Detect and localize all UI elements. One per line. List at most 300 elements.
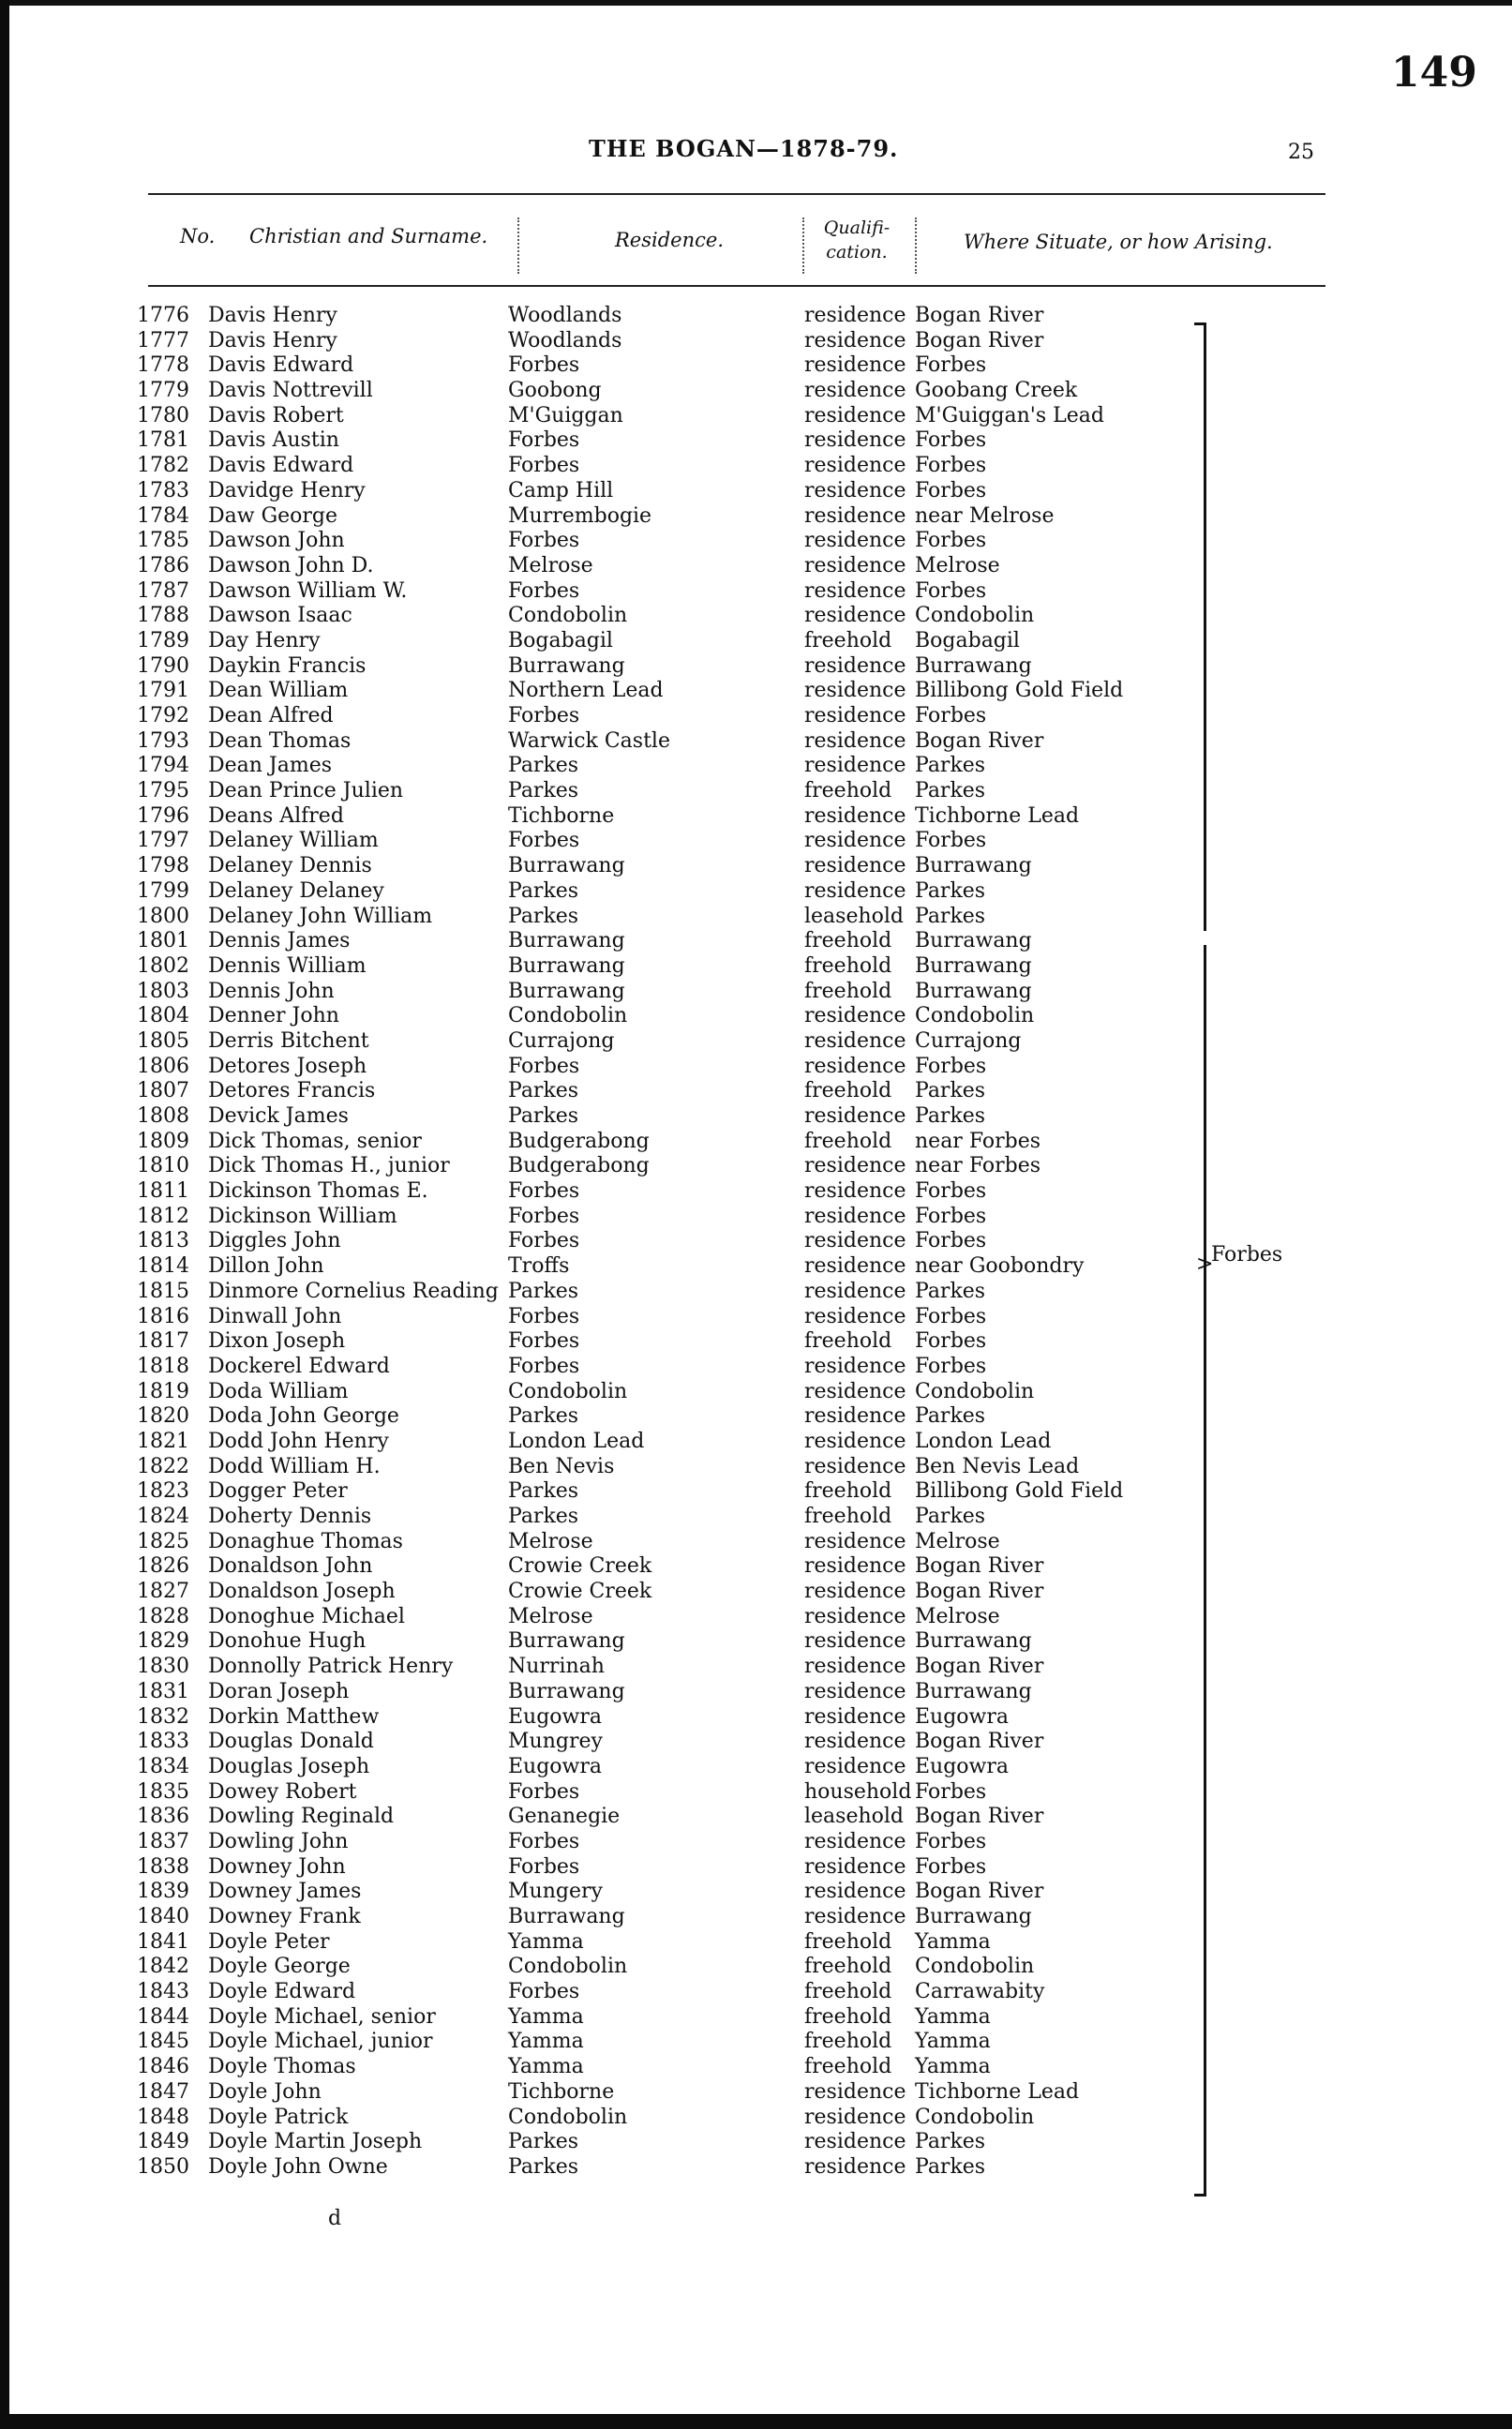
table-row: [0, 1179, 1512, 1205]
where-situate-cell: Melrose: [915, 1529, 1000, 1553]
elector-name: Diggles John: [208, 1229, 341, 1253]
row-number: 1806: [137, 1054, 189, 1078]
residence-cell: Forbes: [508, 1854, 580, 1879]
table-row: [0, 304, 1512, 329]
elector-name: Dawson William W.: [208, 578, 408, 603]
table-row: [0, 1305, 1512, 1330]
table-row: [0, 1830, 1512, 1855]
row-number: 1783: [137, 478, 189, 502]
table-row: [0, 1329, 1512, 1355]
residence-cell: Yamma: [508, 2030, 584, 2054]
row-number: 1829: [137, 1629, 189, 1654]
where-situate-cell: Forbes: [915, 1204, 987, 1228]
row-number: 1831: [137, 1679, 189, 1703]
residence-cell: Camp Hill: [508, 478, 614, 502]
where-situate-cell: Bogan River: [915, 728, 1044, 753]
table-row: [0, 1505, 1512, 1530]
row-number: 1790: [137, 653, 189, 678]
table-row: [0, 1254, 1512, 1280]
table-row: [0, 1755, 1512, 1780]
row-number: 1805: [137, 1028, 189, 1053]
residence-cell: Forbes: [508, 428, 580, 453]
elector-name: Doyle Michael, junior: [208, 2030, 433, 2054]
where-situate-cell: London Lead: [915, 1429, 1052, 1453]
residence-cell: Parkes: [508, 1279, 579, 1303]
qualification-cell: freehold: [804, 1955, 892, 1979]
where-situate-cell: Forbes: [915, 578, 987, 603]
table-row: [0, 1955, 1512, 1980]
row-number: 1848: [137, 2105, 189, 2129]
table-row: [0, 1805, 1512, 1830]
page-number: 149: [1391, 49, 1477, 97]
residence-cell: Currajong: [508, 1028, 615, 1053]
residence-cell: Burrawang: [508, 1905, 625, 1928]
row-number: 1788: [137, 604, 189, 628]
qualification-cell: freehold: [804, 1079, 892, 1103]
qualification-cell: freehold: [804, 1505, 892, 1528]
residence-cell: Mungery: [508, 1880, 603, 1904]
qualification-cell: residence: [804, 304, 906, 327]
residence-cell: Condobolin: [508, 2105, 628, 2129]
column-header-residence: Residence.: [615, 229, 724, 251]
table-row: [0, 1580, 1512, 1605]
elector-name: Downey Frank: [208, 1905, 361, 1928]
elector-name: Donnolly Patrick Henry: [208, 1655, 454, 1679]
qualification-cell: residence: [804, 1580, 906, 1604]
where-situate-cell: Melrose: [915, 1604, 1000, 1628]
qualification-cell: residence: [804, 503, 906, 528]
elector-name: Day Henry: [208, 628, 321, 652]
row-number: 1841: [137, 1929, 189, 1954]
where-situate-cell: Billibong Gold Field: [915, 679, 1124, 703]
elector-name: Doyle John: [208, 2079, 322, 2104]
qualification-cell: residence: [804, 578, 906, 603]
residence-cell: Yamma: [508, 2004, 584, 2029]
elector-name: Doyle Michael, senior: [208, 2004, 436, 2029]
residence-cell: Burrawang: [508, 854, 625, 878]
row-number: 1815: [137, 1279, 189, 1303]
elector-name: Dean Prince Julien: [208, 779, 404, 803]
elector-name: Dinwall John: [208, 1304, 342, 1328]
table-row: [0, 1229, 1512, 1254]
elector-name: Doyle John Owne: [208, 2154, 388, 2179]
where-situate-cell: Currajong: [915, 1028, 1022, 1053]
table-row: [0, 1730, 1512, 1755]
elector-name: Dean James: [208, 754, 333, 778]
elector-name: Detores Francis: [208, 1079, 376, 1103]
residence-cell: Northern Lead: [508, 679, 664, 703]
elector-name: Doyle Martin Joseph: [208, 2130, 423, 2154]
table-row: [0, 854, 1512, 879]
where-situate-cell: Forbes: [915, 1829, 987, 1853]
qualification-cell: residence: [804, 1304, 906, 1328]
where-situate-cell: Bogan River: [915, 1655, 1044, 1679]
row-number: 1837: [137, 1829, 189, 1853]
qualification-cell: residence: [804, 1529, 906, 1553]
elector-name: Doran Joseph: [208, 1679, 350, 1703]
header-rule-top: [148, 193, 1325, 195]
elector-name: Davis Austin: [208, 428, 339, 453]
table-row: [0, 1404, 1512, 1430]
table-row: [0, 1930, 1512, 1956]
where-situate-cell: Yamma: [915, 2004, 991, 2029]
table-row: [0, 654, 1512, 680]
table-row: [0, 404, 1512, 429]
elector-name: Delaney Dennis: [208, 854, 372, 878]
where-situate-cell: Yamma: [915, 1929, 991, 1954]
table-row: [0, 1855, 1512, 1881]
qualification-cell: residence: [804, 478, 906, 502]
where-situate-cell: Forbes: [915, 704, 987, 727]
where-situate-cell: Forbes: [915, 1779, 987, 1804]
row-number: 1793: [137, 728, 189, 753]
table-row: [0, 1780, 1512, 1806]
elector-name: Dowling Reginald: [208, 1805, 395, 1829]
elector-name: Downey John: [208, 1854, 346, 1879]
table-row: [0, 1029, 1512, 1055]
row-number: 1820: [137, 1404, 189, 1429]
elector-name: Dean William: [208, 679, 349, 703]
row-number: 1824: [137, 1505, 189, 1528]
elector-name: Dockerel Edward: [208, 1354, 390, 1378]
qualification-cell: residence: [804, 1629, 906, 1654]
where-situate-cell: Bogan River: [915, 1805, 1044, 1829]
qualification-cell: freehold: [804, 953, 892, 978]
row-number: 1838: [137, 1854, 189, 1879]
qualification-cell: freehold: [804, 628, 892, 652]
row-number: 1834: [137, 1754, 189, 1778]
table-row: [0, 804, 1512, 830]
qualification-cell: household: [804, 1779, 912, 1804]
qualification-cell: freehold: [804, 1329, 892, 1354]
row-number: 1839: [137, 1880, 189, 1904]
residence-cell: Goobong: [508, 379, 602, 403]
table-row: [0, 1705, 1512, 1731]
row-number: 1787: [137, 578, 189, 603]
qualification-cell: residence: [804, 1704, 906, 1729]
residence-cell: Troffs: [508, 1254, 570, 1279]
where-situate-cell: Carrawabity: [915, 1980, 1045, 2004]
where-situate-cell: Parkes: [915, 1079, 986, 1103]
where-situate-cell: Burrawang: [915, 1905, 1032, 1928]
table-row: [0, 1380, 1512, 1405]
where-situate-cell: Bogan River: [915, 1880, 1044, 1904]
where-situate-cell: near Melrose: [915, 503, 1055, 528]
row-number: 1813: [137, 1229, 189, 1253]
column-header-where: Where Situate, or how Arising.: [964, 231, 1273, 253]
where-situate-cell: Condobolin: [915, 1955, 1035, 1979]
where-situate-cell: Tichborne Lead: [915, 2079, 1080, 2104]
table-row: [0, 1004, 1512, 1029]
elector-name: Dickinson William: [208, 1204, 397, 1228]
elector-name: Doherty Dennis: [208, 1505, 372, 1528]
qualification-cell: residence: [804, 1154, 906, 1178]
where-situate-cell: Goobang Creek: [915, 379, 1078, 403]
elector-name: Dennis John: [208, 979, 335, 1003]
bracket-group-upper: [1194, 322, 1206, 931]
residence-cell: Budgerabong: [508, 1154, 650, 1178]
qualification-cell: residence: [804, 854, 906, 878]
elector-name: Douglas Joseph: [208, 1754, 370, 1778]
row-number: 1821: [137, 1429, 189, 1453]
qualification-cell: residence: [804, 679, 906, 703]
residence-cell: Forbes: [508, 829, 580, 853]
row-number: 1826: [137, 1554, 189, 1579]
table-row: [0, 2130, 1512, 2155]
elector-name: Dowey Robert: [208, 1779, 357, 1804]
residence-cell: Burrawang: [508, 953, 625, 978]
row-number: 1833: [137, 1730, 189, 1754]
where-situate-cell: Yamma: [915, 2030, 991, 2054]
residence-cell: Forbes: [508, 1304, 580, 1328]
where-situate-cell: Forbes: [915, 1179, 987, 1204]
qualification-cell: residence: [804, 454, 906, 478]
where-situate-cell: Forbes: [915, 1854, 987, 1879]
residence-cell: Yamma: [508, 1929, 584, 1954]
where-situate-cell: Parkes: [915, 779, 986, 803]
where-situate-cell: Burrawang: [915, 854, 1032, 878]
table-row: [0, 1130, 1512, 1155]
elector-name: Dick Thomas H., junior: [208, 1154, 450, 1178]
row-number: 1797: [137, 829, 189, 853]
where-situate-cell: Forbes: [915, 454, 987, 478]
where-situate-cell: Forbes: [915, 1329, 987, 1354]
table-row: [0, 1280, 1512, 1305]
row-number: 1785: [137, 529, 189, 553]
qualification-cell: residence: [804, 1880, 906, 1904]
qualification-cell: residence: [804, 1379, 906, 1403]
row-number: 1795: [137, 779, 189, 803]
residence-cell: Yamma: [508, 2055, 584, 2079]
qualification-cell: residence: [804, 1754, 906, 1778]
qualification-cell: residence: [804, 754, 906, 778]
qualification-cell: residence: [804, 553, 906, 577]
row-number: 1809: [137, 1129, 189, 1153]
residence-cell: Melrose: [508, 1529, 593, 1553]
where-situate-cell: Burrawang: [915, 979, 1032, 1003]
residence-cell: Woodlands: [508, 328, 622, 352]
elector-name: Davis Henry: [208, 328, 337, 352]
elector-name: Delaney Delaney: [208, 878, 384, 903]
elector-name: Dodd John Henry: [208, 1429, 389, 1453]
elector-name: Doyle Edward: [208, 1980, 356, 2004]
residence-cell: Crowie Creek: [508, 1580, 652, 1604]
table-row: [0, 579, 1512, 605]
table-row: [0, 1055, 1512, 1080]
elector-name: Donaldson Joseph: [208, 1580, 396, 1604]
qualification-cell: freehold: [804, 979, 892, 1003]
row-number: 1811: [137, 1179, 189, 1204]
where-situate-cell: Forbes: [915, 829, 987, 853]
elector-name: Davis Robert: [208, 403, 344, 427]
where-situate-cell: Forbes: [915, 529, 987, 553]
elector-name: Doyle Patrick: [208, 2105, 349, 2129]
table-row: [0, 504, 1512, 530]
row-number: 1786: [137, 553, 189, 577]
residence-cell: Parkes: [508, 1479, 579, 1504]
row-number: 1780: [137, 403, 189, 427]
elector-name: Daykin Francis: [208, 653, 367, 678]
row-number: 1842: [137, 1955, 189, 1979]
table-row: [0, 1205, 1512, 1230]
residence-cell: Parkes: [508, 1505, 579, 1528]
where-situate-cell: Forbes: [915, 1229, 987, 1253]
row-number: 1789: [137, 628, 189, 652]
residence-cell: Condobolin: [508, 1004, 628, 1028]
table-row: [0, 729, 1512, 755]
qualification-cell: residence: [804, 1554, 906, 1579]
table-row: [0, 2080, 1512, 2106]
table-row: [0, 2005, 1512, 2031]
row-number: 1822: [137, 1454, 189, 1478]
qualification-cell: residence: [804, 728, 906, 753]
qualification-cell: residence: [804, 878, 906, 903]
qualification-cell: residence: [804, 353, 906, 378]
qualification-cell: residence: [804, 1854, 906, 1879]
elector-name: Doda John George: [208, 1404, 399, 1429]
column-divider: [915, 217, 917, 274]
elector-name: Dillon John: [208, 1254, 324, 1279]
residence-cell: Nurrinah: [508, 1655, 605, 1679]
qualification-cell: residence: [804, 2079, 906, 2104]
bracket-group-lower: [1194, 945, 1206, 2197]
residence-cell: Forbes: [508, 1329, 580, 1354]
row-number: 1825: [137, 1529, 189, 1553]
table-row: [0, 1430, 1512, 1455]
table-row: [0, 1655, 1512, 1680]
row-number: 1846: [137, 2055, 189, 2079]
qualification-cell: residence: [804, 604, 906, 628]
scan-edge-bottom: [0, 2414, 1512, 2429]
where-situate-cell: near Forbes: [915, 1129, 1041, 1153]
residence-cell: Genanegie: [508, 1805, 621, 1829]
table-row: [0, 1629, 1512, 1655]
where-situate-cell: Bogan River: [915, 1554, 1044, 1579]
elector-name: Downey James: [208, 1880, 362, 1904]
where-situate-cell: Tichborne Lead: [915, 803, 1080, 828]
row-number: 1781: [137, 428, 189, 453]
residence-cell: Parkes: [508, 904, 579, 928]
table-row: [0, 1355, 1512, 1380]
where-situate-cell: Burrawang: [915, 1629, 1032, 1654]
where-situate-cell: M'Guiggan's Lead: [915, 403, 1104, 427]
table-row: [0, 1079, 1512, 1104]
row-number: 1807: [137, 1079, 189, 1103]
qualification-cell: residence: [804, 403, 906, 427]
qualification-cell: residence: [804, 428, 906, 453]
residence-cell: Forbes: [508, 529, 580, 553]
elector-name: Davis Nottrevill: [208, 379, 373, 403]
qualification-cell: residence: [804, 1179, 906, 1204]
row-number: 1849: [137, 2130, 189, 2154]
residence-cell: Forbes: [508, 1829, 580, 1853]
column-header-qualification: Qualifi- cation.: [823, 217, 891, 262]
table-row: [0, 604, 1512, 629]
residence-cell: Parkes: [508, 878, 579, 903]
table-row: [0, 1680, 1512, 1705]
qualification-cell: residence: [804, 1429, 906, 1453]
qualification-cell: freehold: [804, 929, 892, 953]
elector-name: Deans Alfred: [208, 803, 344, 828]
row-number: 1782: [137, 454, 189, 478]
row-number: 1812: [137, 1204, 189, 1228]
row-number: 1799: [137, 878, 189, 903]
residence-cell: Forbes: [508, 1354, 580, 1378]
row-number: 1843: [137, 1980, 189, 2004]
elector-name: Dodd William H.: [208, 1454, 381, 1478]
qualification-cell: residence: [804, 1229, 906, 1253]
qualification-cell: residence: [804, 1730, 906, 1754]
residence-cell: Forbes: [508, 1204, 580, 1228]
qualification-cell: freehold: [804, 2030, 892, 2054]
row-number: 1798: [137, 854, 189, 878]
elector-name: Donoghue Michael: [208, 1604, 405, 1628]
folio-number: 25: [1288, 141, 1314, 164]
row-number: 1823: [137, 1479, 189, 1504]
table-row: [0, 929, 1512, 954]
where-situate-cell: Bogan River: [915, 1580, 1044, 1604]
table-row: [0, 980, 1512, 1005]
elector-name: Devick James: [208, 1104, 349, 1128]
where-situate-cell: Eugowra: [915, 1704, 1010, 1729]
elector-name: Doyle George: [208, 1955, 351, 1979]
where-situate-cell: Forbes: [915, 1304, 987, 1328]
where-situate-cell: Parkes: [915, 1404, 986, 1429]
residence-cell: Parkes: [508, 754, 579, 778]
residence-cell: Melrose: [508, 1604, 593, 1628]
row-number: 1810: [137, 1154, 189, 1178]
table-row: [0, 1455, 1512, 1480]
table-row: [0, 679, 1512, 704]
where-situate-cell: Ben Nevis Lead: [915, 1454, 1080, 1478]
where-situate-cell: Condobolin: [915, 604, 1035, 628]
residence-cell: Parkes: [508, 1404, 579, 1429]
elector-name: Delaney John William: [208, 904, 433, 928]
where-situate-cell: Parkes: [915, 1505, 986, 1528]
row-number: 1818: [137, 1354, 189, 1378]
where-situate-cell: Bogan River: [915, 328, 1044, 352]
residence-cell: Forbes: [508, 1229, 580, 1253]
residence-cell: Forbes: [508, 1179, 580, 1204]
residence-cell: Woodlands: [508, 304, 622, 327]
qualification-cell: residence: [804, 328, 906, 352]
table-row: [0, 2055, 1512, 2080]
qualification-cell: freehold: [804, 1929, 892, 1954]
qualification-cell: residence: [804, 1054, 906, 1078]
row-number: 1796: [137, 803, 189, 828]
table-row: [0, 379, 1512, 404]
elector-name: Doyle Thomas: [208, 2055, 356, 2079]
column-divider: [517, 217, 519, 274]
row-number: 1801: [137, 929, 189, 953]
where-situate-cell: Forbes: [915, 478, 987, 502]
qualification-cell: residence: [804, 1204, 906, 1228]
residence-cell: Forbes: [508, 1980, 580, 2004]
residence-cell: Forbes: [508, 1779, 580, 1804]
residence-cell: Tichborne: [508, 2079, 615, 2104]
elector-name: Dixon Joseph: [208, 1329, 346, 1354]
residence-cell: Forbes: [508, 353, 580, 378]
elector-name: Davis Edward: [208, 454, 354, 478]
where-situate-cell: Bogabagil: [915, 628, 1020, 652]
elector-name: Dennis William: [208, 953, 367, 978]
where-situate-cell: Burrawang: [915, 929, 1032, 953]
table-row: [0, 2155, 1512, 2181]
elector-name: Dorkin Matthew: [208, 1704, 380, 1729]
qualification-cell: residence: [804, 1028, 906, 1053]
where-situate-cell: near Goobondry: [915, 1254, 1085, 1279]
qualification-cell: freehold: [804, 779, 892, 803]
